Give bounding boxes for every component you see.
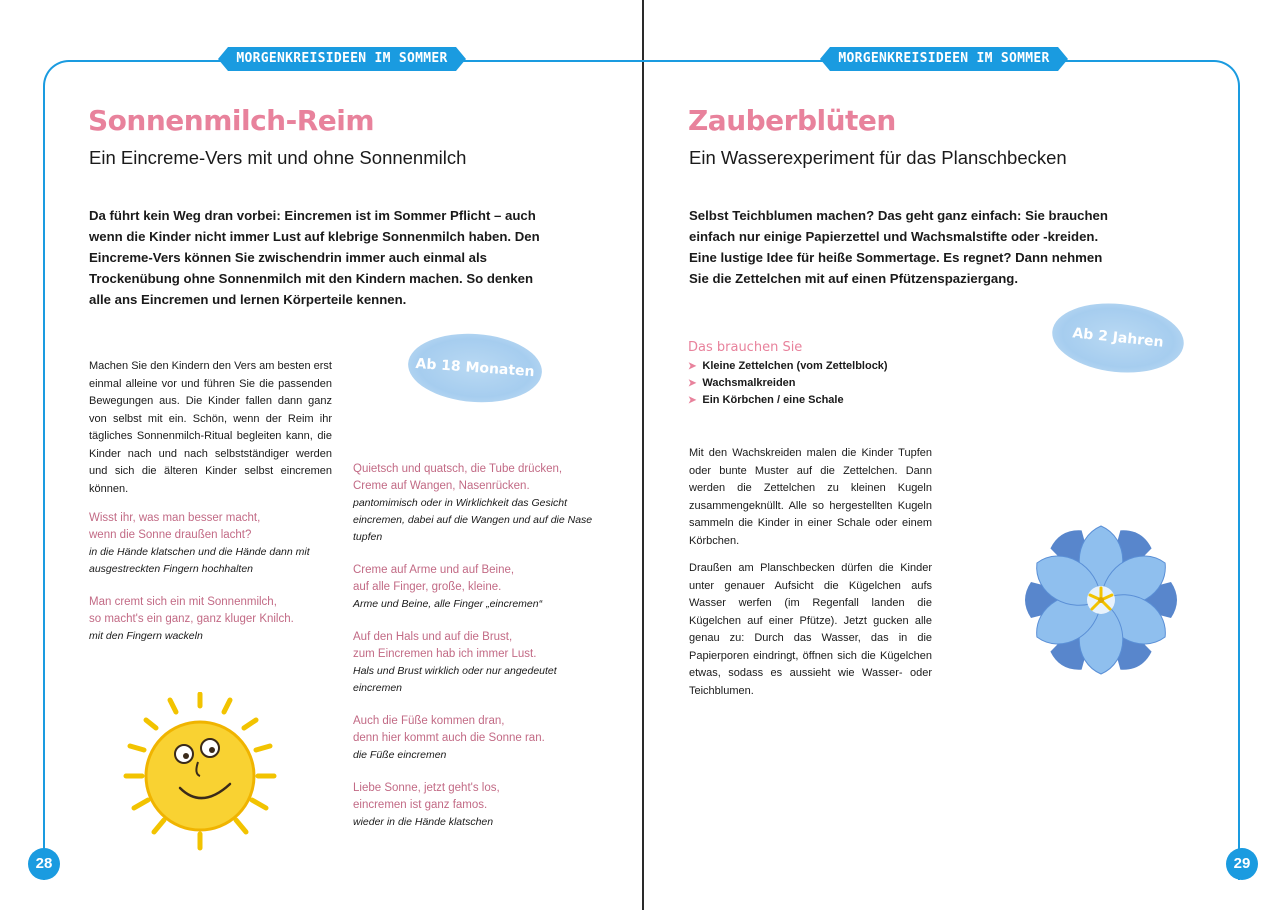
list-item [688,375,888,392]
list-item-label: Kleine Zettelchen (vom Zettelblock) [702,360,888,372]
materials-list [688,358,888,409]
verse-action: wieder in die Hände klatschen [353,816,494,828]
list-item [688,392,888,409]
age-badge: Ab 2 Jahren [1049,297,1187,378]
page-number: 29 [1226,848,1258,880]
right-page [644,0,1288,910]
verse-lines: Auf den Hals und auf die Brust, zum Eincremen hab ich immer Lust. [353,631,537,660]
list-item-label: Ein Körbchen / eine Schale [702,394,844,406]
verse-block [353,713,593,764]
verse-lines: Liebe Sonne, jetzt geht's los, eincremen ist ganz famos. [353,782,500,811]
page-subtitle: Ein Wasserexperiment für das Planschbecken [689,147,1067,168]
instructions-text-1: Mit den Wachskreiden malen die Kinder Tupfen oder bunte Muster auf die Zettelchen. Dann werden die Zettelchen zu kleinen Kugeln zusammengeknüllt. Alle so hergestellten Kugeln sammeln die Kinder in einer Schale oder einem Körbchen. [689,447,932,547]
intro-paragraph: Da führt kein Weg dran vorbei: Eincremen ist im Sommer Pflicht – auch wenn die Kinder nicht immer Lust auf klebrige Sonnenmilch haben. Den Eincreme-Vers können Sie zwischendrin immer auch einmal als Trockenübung ohne Sonnenmilch mit den Kindern machen. So denken alle ans Eincremen und lernen Körperteile kennen. [89,208,540,307]
page-title: Sonnenmilch-Reim [88,104,375,137]
page-title: Zauberblüten [688,104,896,137]
verse-lines: Man cremt sich ein mit Sonnenmilch, so macht's ein ganz, ganz kluger Knilch. [89,596,294,625]
age-badge: Ab 18 Monaten [406,329,544,406]
verse-action: mit den Fingern wackeln [89,630,203,642]
verse-block [353,461,593,546]
page-subtitle: Ein Eincreme-Vers mit und ohne Sonnenmilch [89,147,467,168]
verse-block [353,562,593,613]
list-item-label: Wachsmalkreiden [702,377,796,389]
verse-action: Arme und Beine, alle Finger „eincremen“ [353,598,543,610]
list-item [688,358,888,375]
verse-block [353,780,593,831]
materials-heading: Das brauchen Sie [688,340,803,355]
sun-illustration [110,692,290,852]
intro-paragraph: Selbst Teichblumen machen? Das geht ganz einfach: Sie brauchen einfach nur einige Papierzettel und Wachsmalstifte oder -kreiden. Eine lustige Idee für heiße Sommertage. Es regnet? Dann nehmen Sie die Zettelchen mit auf einen Pfützenspaziergang. [689,208,1108,286]
page-number: 28 [28,848,60,880]
verse-block [89,594,339,645]
verse-action: in die Hände klatschen und die Hände dann mit ausgestreckten Fingern hochhalten [89,546,310,575]
verse-lines: Wisst ihr, was man besser macht, wenn die Sonne draußen lacht? [89,512,261,541]
verse-action: pantomimisch oder in Wirklichkeit das Gesicht eincremen, dabei auf die Wangen und auf die Nase tupfen [353,497,593,543]
blue-flower-illustration [1020,518,1182,678]
verse-lines: Quietsch und quatsch, die Tube drücken, Creme auf Wangen, Nasenrücken. [353,463,563,492]
verse-action: die Füße eincremen [353,749,447,761]
verse-block [353,629,593,697]
verse-lines: Creme auf Arme und auf Beine, auf alle Finger, große, kleine. [353,564,515,593]
section-banner: MORGENKREISIDEEN IM SOMMER [830,47,1058,71]
arrow-icon: ➤ [688,395,697,406]
arrow-icon: ➤ [688,361,697,372]
instructions-text-2: Draußen am Planschbecken dürfen die Kinder unter genauer Aufsicht die Kügelchen aufs Wasser werfen (im Regenfall landen die Kügelchen auf einer Pfütze). Jetzt gucken alle genau zu: Durch das Wasser, das in die Papierporen eindringt, öffnen sich die Kügelchen etwas, sodass es aussieht wie Wasser- oder Teichblumen. [689,562,932,697]
verse-block [89,510,339,578]
section-banner: MORGENKREISIDEEN IM SOMMER [228,47,456,71]
arrow-icon: ➤ [688,378,697,389]
verse-action: Hals und Brust wirklich oder nur angedeutet eincremen [353,665,557,694]
verse-column-2 [353,461,593,847]
verse-column-1 [89,510,339,661]
verse-lines: Auch die Füße kommen dran, denn hier kommt auch die Sonne ran. [353,715,545,744]
instructions-text: Machen Sie den Kindern den Vers am besten erst einmal alleine vor und führen Sie die passenden Bewegungen aus. Die Kinder fallen dann ganz von selbst mit ein. Schön, wenn der Reim ihr tägliches Sonnenmilch-Ritual begleiten kann, die Kinder nach und nach selbstständiger werden und sich die älteren Kinder selbst eincremen können. [89,360,332,495]
